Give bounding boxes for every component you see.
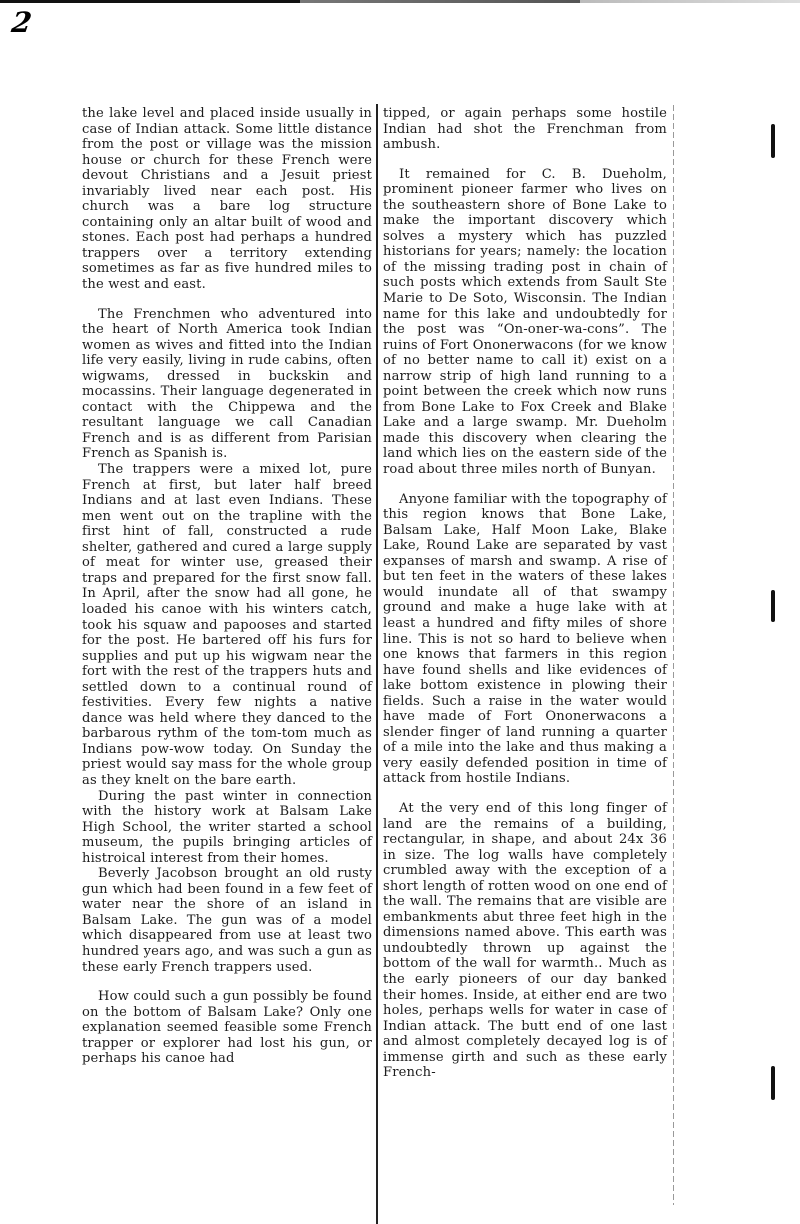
column-divider (376, 104, 378, 1224)
binding-hole-mark (771, 590, 775, 622)
paragraph: the lake level and placed inside usually in case of Indian attack. Some little distance from the post or village was the mission house or church for these French were devout Christians and a Jesuit priest invariably lived near each post. His church was a bare log structure containing only an altar built of wood and stones. Each post had perhaps a hundred trappers over a territory extending sometimes as far as five hundred miles to the west and east. (82, 106, 372, 293)
paragraph: Anyone familiar with the topography of this region knows that Bone Lake, Balsam Lake, Half Moon Lake, Blake Lake, Round Lake are separated by vast expanses of marsh and swamp. A rise of but ten feet in the waters of these lakes would inundate all of that swampy ground and make a huge lake with at least a hundred and fifty miles of shore line. This is not so hard to believe when one knows that farmers in this region have found shells and like evidences of lake bottom existence in plowing their fields. Such a raise in the water would have made of Fort Ononerwacons a slender finger of land running a quarter of a mile into the lake and thus making a very easily defended position in time of attack from hostile Indians. (383, 491, 667, 787)
paragraph: How could such a gun possibly be found on the bottom of Balsam Lake? Only one explanation seemed feasible some French trapper or explorer had lost his gun, or perhaps his canoe had (82, 989, 372, 1067)
paragraph: The trappers were a mixed lot, pure French at first, but later half breed Indians and at last even Indians. These men went out on the trapline with the first hint of fall, constructed a rude shelter, gathered and cured a large supply of meat for winter use, greased their traps and prepared for the first snow fall. In April, after the snow had all gone, he loaded his canoe with his winters catch, took his squaw and papooses and started for the post. He bartered off his furs for supplies and put up his wigwam near the fort with the rest of the trappers huts and settled down to a continual round of festivities. Every few nights a native dance was held where they danced to the barbarous rythm of the tom-tom much as Indians pow-wow today. On Sunday the priest would say mass for the whole group as they knelt on the bare earth. (82, 462, 372, 788)
scan-edge-strip (0, 0, 800, 3)
binding-hole-mark (771, 1066, 775, 1100)
binding-hole-mark (771, 124, 775, 158)
column-edge-rule (673, 105, 674, 1205)
paragraph: tipped, or again perhaps some hostile Indian had shot the Frenchman from ambush. (383, 106, 667, 153)
article-column-right (383, 106, 667, 1081)
paragraph: Beverly Jacobson brought an old rusty gun which had been found in a few feet of water near the shore of an island in Balsam Lake. The gun was of a model which disappeared from use at least two hundred years ago, and was such a gun as these early French trappers used. (82, 866, 372, 975)
page-number: 2 (9, 6, 34, 39)
article-column-left (82, 106, 372, 1067)
paragraph: During the past winter in connection with the history work at Balsam Lake High School, the writer started a school museum, the pupils bringing articles of histroical interest from their homes. (82, 788, 372, 866)
paragraph: At the very end of this long finger of land are the remains of a building, rectangular, in shape, and about 24x 36 in size. The log walls have completely crumbled away with the exception of a short length of rotten wood on one end of the wall. The remains that are visible are embankments abut three feet high in the dimensions named above. This earth was undoubtedly thrown up against the bottom of the wall for warmth.. Much as the early pioneers of our day banked their homes. Inside, at either end are two holes, perhaps wells for water in case of Indian attack. The butt end of one last and almost completely decayed log is of immense girth and such as these early French- (383, 800, 667, 1081)
paragraph: The Frenchmen who adventured into the heart of North America took Indian women as wives and fitted into the Indian life very easily, living in rude cabins, often wigwams, dressed in buckskin and mocassins. Their language degenerated in contact with the Chippewa and the resultant language we call Canadian French and is as different from Parisian French as Spanish is. (82, 306, 372, 462)
paragraph: It remained for C. B. Dueholm, prominent pioneer farmer who lives on the southeastern shore of Bone Lake to make the important discovery which solves a mystery which has puzzled historians for years; namely: the location of the missing trading post in chain of such posts which extends from Sault Ste Marie to De Soto, Wisconsin. The Indian name for this lake and undoubtedly for the post was “On-oner-wa-cons”. The ruins of Fort Ononerwacons (for we know of no better name to call it) exist on a narrow strip of high land running to a point between the creek which now runs from Bone Lake to Fox Creek and Blake Lake and a large swamp. Mr. Dueholm made this discovery when clearing the land which lies on the eastern side of the road about three miles north of Bunyan. (383, 166, 667, 478)
